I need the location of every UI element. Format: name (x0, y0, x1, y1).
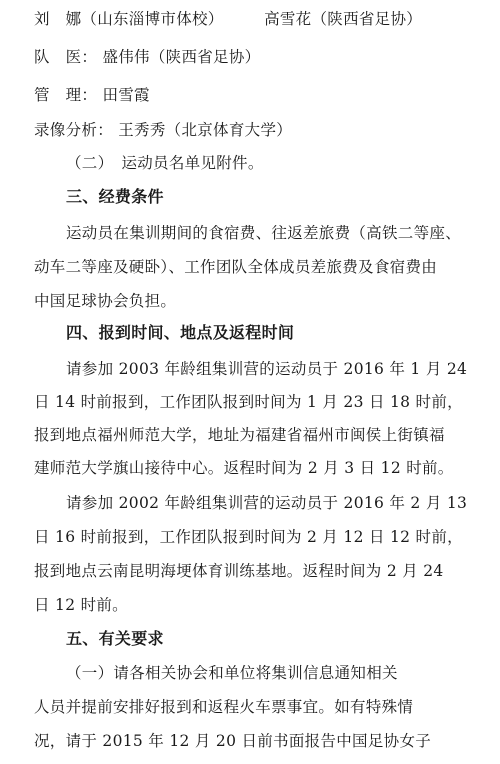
staff-manager-row (34, 84, 482, 106)
section-3-line-2: 动车二等座及硬卧）、工作团队全体成员差旅费及食宿费由 (34, 258, 438, 276)
staff-doctor-value: 盛伟伟（陕西省足协） (102, 48, 261, 66)
section-5-line-1: （一）请各相关协会和单位将集训信息通知相关 (66, 664, 398, 682)
staff-video-row (34, 119, 482, 141)
section-5-line-2: 人员并提前安排好报到和返程火车票事宜。如有特殊情 (34, 698, 414, 716)
staff-coach-a: 刘 娜（山东淄博市体校） (34, 10, 224, 28)
section-5-line-3: 况，请于 2015 年 12 月 20 日前书面报告中国足协女子 (34, 732, 432, 750)
staff-doctor-row (34, 46, 482, 68)
item-2-line: （二） 运动员名单见附件。 (66, 154, 264, 172)
staff-manager-label: 管 理： (34, 86, 98, 104)
staff-manager-value: 田雪霞 (102, 86, 150, 104)
section-3-heading: 三、经费条件 (66, 187, 164, 206)
section-4-para1-line-3: 报到地点福州师范大学，地址为福建省福州市闽侯上街镇福 (34, 426, 445, 444)
section-4-para2-line-2: 日 16 时前报到，工作团队报到时间为 2 月 12 日 12 时前， (34, 528, 463, 546)
section-4-para1-line-1: 请参加 2003 年龄组集训营的运动员于 2016 年 1 月 24 (66, 360, 468, 378)
section-4-heading: 四、报到时间、地点及返程时间 (66, 323, 295, 342)
section-4-para1-line-2: 日 14 时前报到，工作团队报到时间为 1 月 23 日 18 时前， (34, 393, 463, 411)
section-4-para2-line-3: 报到地点云南昆明海埂体育训练基地。返程时间为 2 月 24 (34, 562, 444, 580)
section-4-para2-line-4: 日 12 时前。 (34, 596, 128, 614)
staff-video-value: 王秀秀（北京体育大学） (118, 121, 293, 139)
staff-doctor-label: 队 医： (34, 48, 98, 66)
staff-row-1 (34, 8, 482, 30)
staff-video-label: 录像分析： (34, 121, 114, 139)
section-4-para1-line-4: 建师范大学旗山接待中心。返程时间为 2 月 3 日 12 时前。 (34, 459, 454, 477)
staff-coach-b: 高雪花（陕西省足协） (264, 10, 423, 28)
section-3-line-3: 中国足球协会负担。 (34, 292, 177, 310)
section-4-para2-line-1: 请参加 2002 年龄组集训营的运动员于 2016 年 2 月 13 (66, 494, 468, 512)
section-3-line-1: 运动员在集训期间的食宿费、往返差旅费（高铁二等座、 (66, 224, 462, 242)
section-5-heading: 五、有关要求 (66, 629, 164, 648)
